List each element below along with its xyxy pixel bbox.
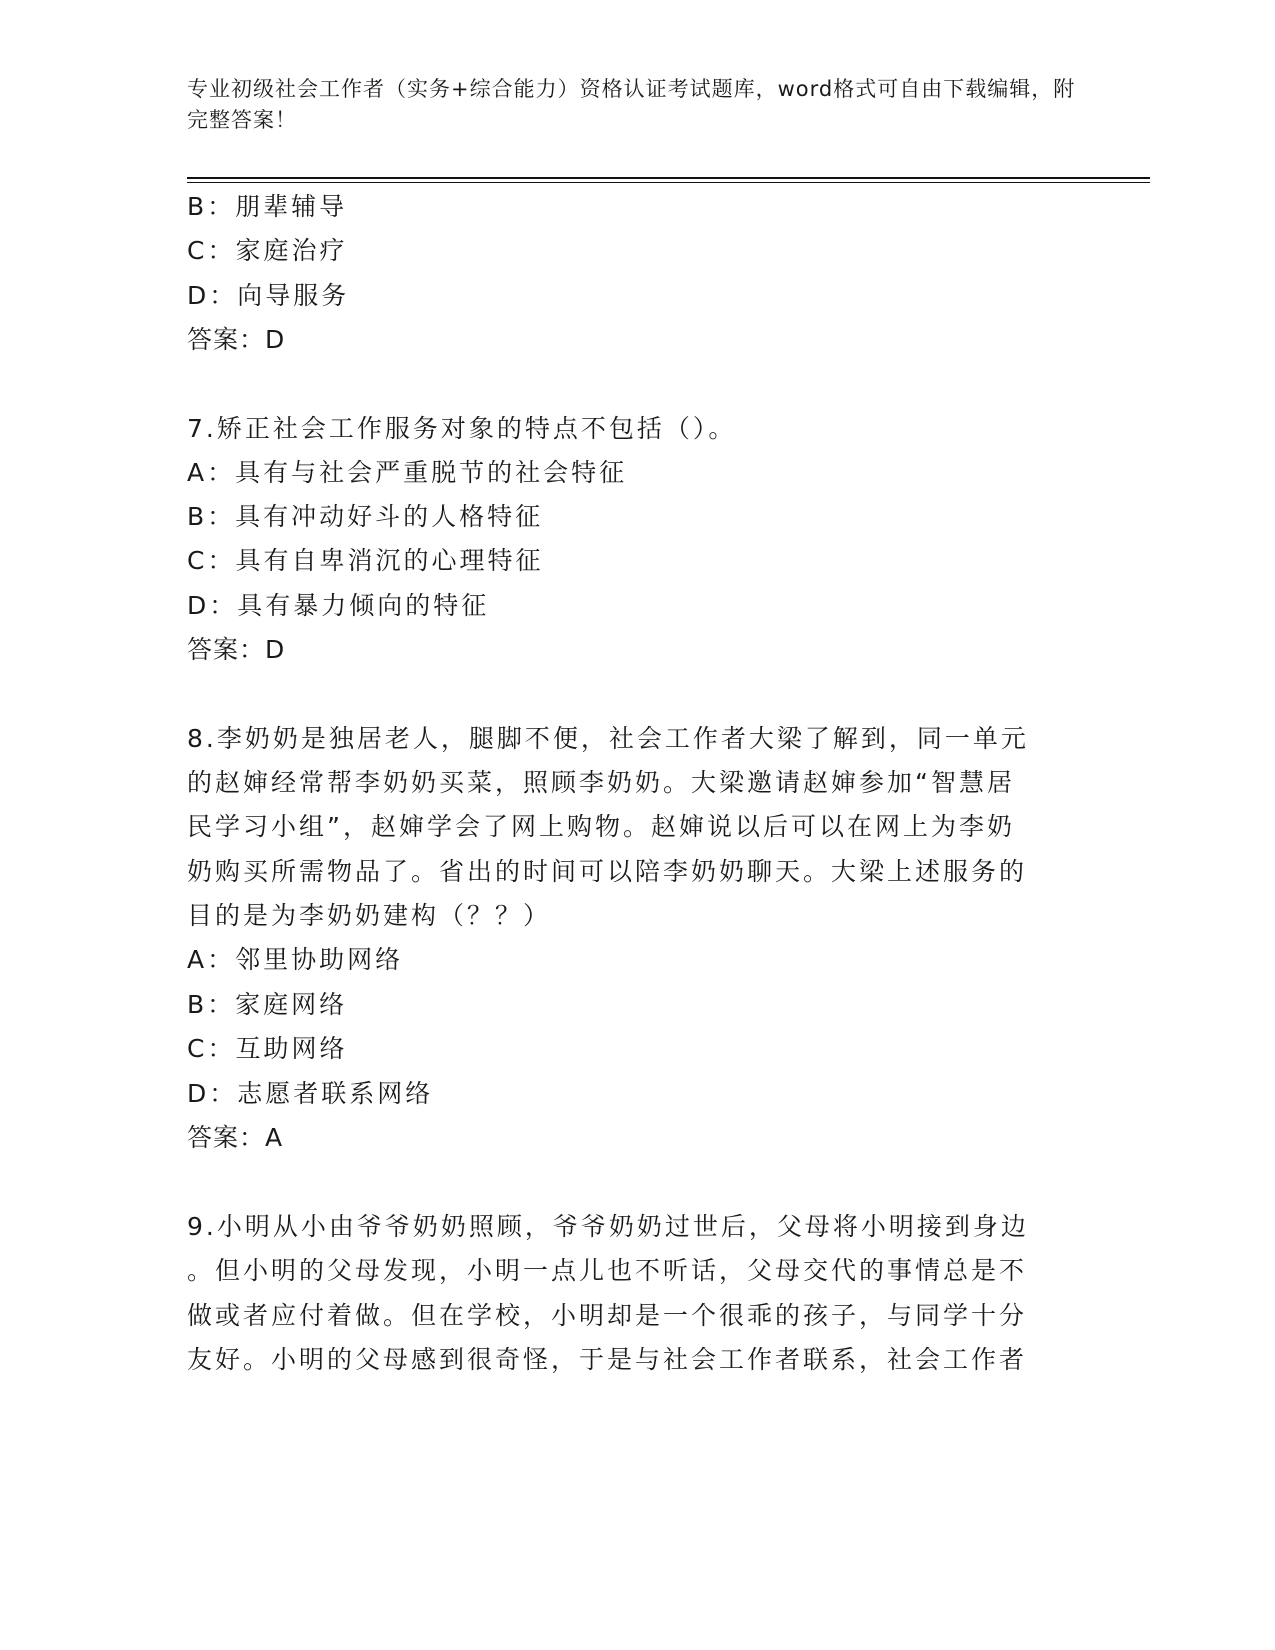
q8-option-d: D：志愿者联系网络 bbox=[187, 1079, 434, 1108]
prev-option-d: D：向导服务 bbox=[187, 281, 350, 310]
q8-answer: 答案：A bbox=[187, 1123, 284, 1152]
q7-answer: 答案：D bbox=[187, 635, 286, 664]
q9-stem-line-4: 友好。小明的父母感到很奇怪，于是与社会工作者联系，社会工作者 bbox=[187, 1345, 1028, 1374]
q8-stem-line-2: 的赵婶经常帮李奶奶买菜，照顾李奶奶。大梁邀请赵婶参加“智慧居 bbox=[187, 768, 1015, 797]
q7-stem: 7.矫正社会工作服务对象的特点不包括（）。 bbox=[187, 414, 737, 443]
q8-option-a: A：邻里协助网络 bbox=[187, 945, 404, 974]
q7-option-b: B：具有冲动好斗的人格特征 bbox=[187, 502, 544, 531]
q8-stem-line-3: 民学习小组”，赵婶学会了网上购物。赵婶说以后可以在网上为李奶 bbox=[187, 812, 1015, 841]
header-divider bbox=[187, 177, 1150, 179]
prev-option-c: C：家庭治疗 bbox=[187, 236, 348, 265]
prev-answer: 答案：D bbox=[187, 325, 286, 354]
q8-stem-line-4: 奶购买所需物品了。省出的时间可以陪李奶奶聊天。大梁上述服务的 bbox=[187, 857, 1028, 886]
q7-option-d: D：具有暴力倾向的特征 bbox=[187, 591, 490, 620]
q8-option-b: B：家庭网络 bbox=[187, 990, 348, 1019]
q7-option-c: C：具有自卑消沉的心理特征 bbox=[187, 546, 544, 575]
header-divider-thin bbox=[187, 182, 1150, 183]
q9-stem-line-3: 做或者应付着做。但在学校，小明却是一个很乖的孩子，与同学十分 bbox=[187, 1301, 1028, 1330]
q8-stem-line-5: 目的是为李奶奶建构（？？） bbox=[187, 901, 552, 930]
q8-option-c: C：互助网络 bbox=[187, 1034, 348, 1063]
document-header: 专业初级社会工作者（实务+综合能力）资格认证考试题库，word格式可自由下载编辑，附完整答案！ bbox=[187, 77, 1076, 132]
q9-stem-line-2: 。但小明的父母发现，小明一点儿也不听话，父母交代的事情总是不 bbox=[187, 1256, 1028, 1285]
prev-option-b: B：朋辈辅导 bbox=[187, 192, 348, 221]
q7-option-a: A：具有与社会严重脱节的社会特征 bbox=[187, 458, 628, 487]
q8-stem-line-1: 8.李奶奶是独居老人，腿脚不便，社会工作者大梁了解到，同一单元 bbox=[187, 724, 1029, 753]
q9-stem-line-1: 9.小明从小由爷爷奶奶照顾，爷爷奶奶过世后，父母将小明接到身边 bbox=[187, 1212, 1029, 1241]
